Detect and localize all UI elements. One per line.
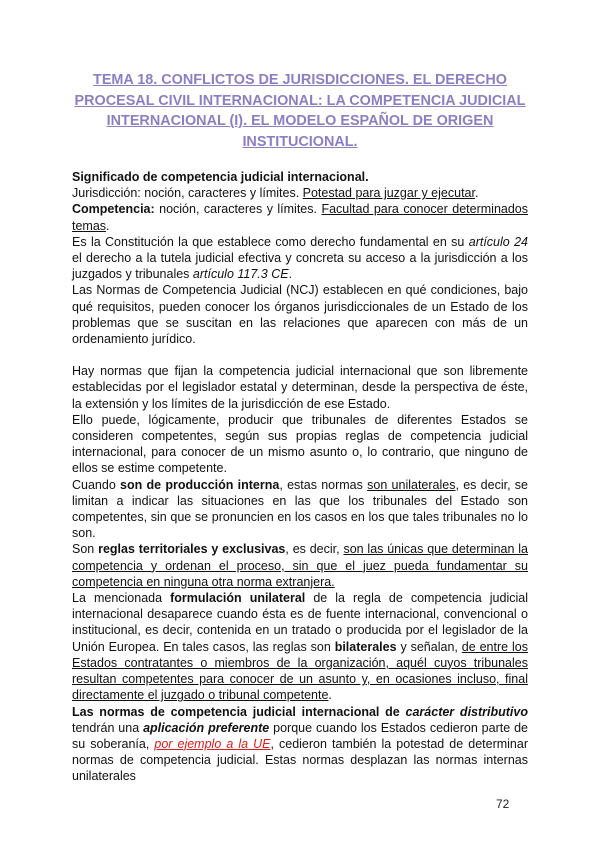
page-number: 72 <box>496 797 510 811</box>
document-title: TEMA 18. CONFLICTOS DE JURISDICCIONES. EL DERECHO PROCESAL CIVIL INTERNACIONAL: LA COMPETENCIA JUDICIAL INTERNACIONAL (I). EL MODELO ESPAÑOL DE ORIGEN INSTITUCIONAL. <box>74 72 526 150</box>
paragraph-constitucion: Es la Constitución la que establece como derecho fundamental en su artículo 24 el derecho a la tutela judicial efectiva y concreta su acceso a la jurisdicción a los juzgados y tribunales artículo 117.3 CE. <box>72 234 528 282</box>
paragraph-produccion-interna: Cuando son de producción interna, estas normas son unilaterales, es decir, se limitan a indicar las situaciones en las que los tribunales del Estado son competentes, sin que se pronuncien en los casos en los que tales tribunales no lo son. <box>72 477 528 541</box>
paragraph-reglas-territoriales: Son reglas territoriales y exclusivas, es decir, son las únicas que determinan la competencia y ordenan el proceso, sin que el juez pueda fundamentar su competencia en ninguna otra norma extranjera. <box>72 542 528 589</box>
underlined-phrase: Facultad para conocer determinados temas <box>72 202 528 233</box>
paragraph-competencia: Competencia: noción, caracteres y límites. Facultad para conocer determinados temas. <box>72 202 528 233</box>
paragraph-caracter-distributivo: Las normas de competencia judicial internacional de carácter distributivo tendrán una aplicación preferente porque cuando los Estados cedieron parte de su soberanía, por ejemplo a la UE, cedieron también la potestad de determinar normas de competencia judicial. Estas normas desplazan las normas internas unilaterales <box>72 704 528 784</box>
paragraph-normas-libres: Hay normas que fijan la competencia judicial internacional que son libremente establecidas por el legislador estatal y determinan, desde la perspectiva de éste, la extensión y los límites de la jurisdicción de ese Estado. <box>72 364 528 411</box>
heading-text: Significado de competencia judicial internacional. <box>72 170 369 184</box>
paragraph-formulacion-unilateral: La mencionada formulación unilateral de la regla de competencia judicial internacional desaparece cuando ésta es de fuente internacional, convencional o institucional, es decir, contenida en un tratado o producida por el legislador de la Unión Europea. En tales casos, las reglas son bilaterales y señalan, de entre los Estados contratantes o miembros de la organización, aquél cuyos tribunales resultan competentes para conocer de un asunto y, en ocasiones incluso, final directamente el juzgado o tribunal competente. <box>72 591 528 703</box>
section-heading <box>72 169 528 185</box>
paragraph-tribunales: Ello puede, lógicamente, producir que tribunales de diferentes Estados se consideren competentes, según sus propias reglas de competencia judicial internacional, para conocer de un mismo asunto o, lo contrario, que ninguno de ellos se estime competente. <box>72 412 528 476</box>
document-body <box>72 169 528 785</box>
red-example: por ejemplo a la UE <box>154 736 271 751</box>
paragraph-ncj: Las Normas de Competencia Judicial (NCJ) establecen en qué condiciones, bajo qué requisitos, pueden conocer los órganos jurisdiccionales de un Estado de los problemas que se suscitan en las relaciones que aparecen con más de un ordenamiento jurídico. <box>72 283 528 347</box>
paragraph-jurisdiccion: Jurisdicción: noción, caracteres y límites. Potestad para juzgar y ejecutar. <box>72 186 479 201</box>
underlined-phrase: Potestad para juzgar y ejecutar <box>302 186 475 201</box>
